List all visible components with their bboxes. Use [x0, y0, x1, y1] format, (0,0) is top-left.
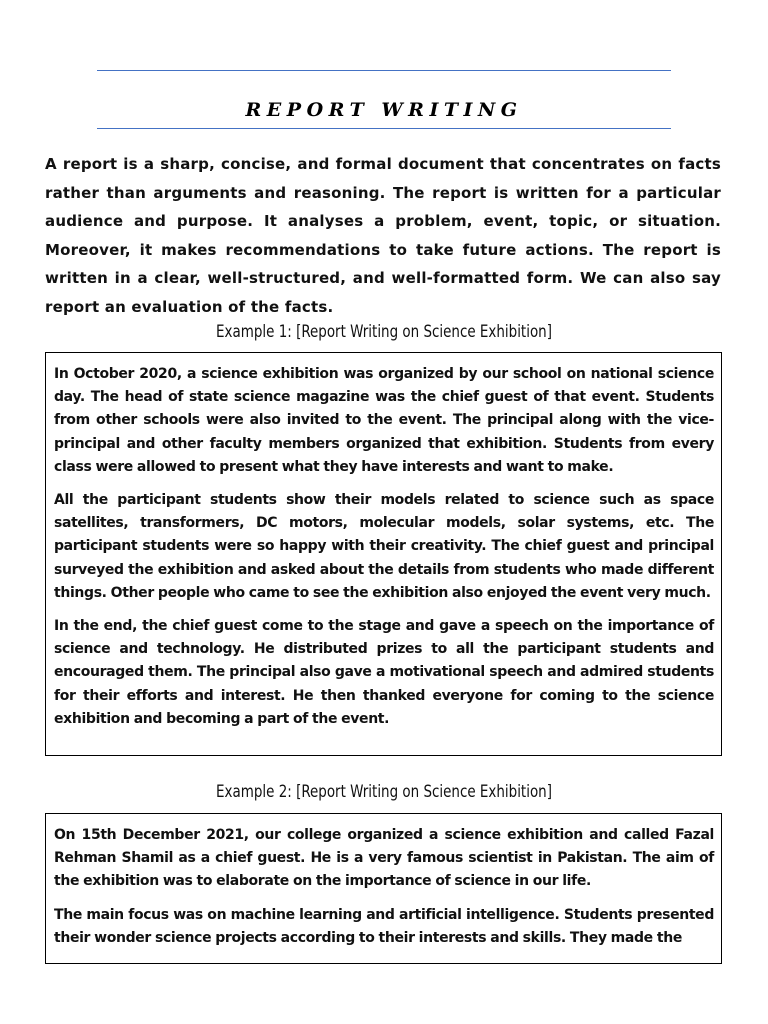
example-1-paragraph-2: All the participant students show their models related to science such as space satellites, transformers, DC motors, molecular models, solar systems, etc. The participant students were so happy with their creativity. The chief guest and principal surveyed the exhibition and asked about the details from students who made different things. Other people who came to see the exhibition also enjoyed the event very much.: [54, 492, 714, 601]
title-rule-bottom: [97, 128, 671, 129]
title-rule-top: [97, 70, 671, 71]
example-1-heading: Example 1: [Report Writing on Science Exhibition]: [216, 322, 552, 342]
example-1-box: [45, 352, 722, 756]
example-2-paragraph-1: On 15th December 2021, our college organized a science exhibition and called Fazal Rehman Shamil as a chief guest. He is a very famous scientist in Pakistan. The aim of the exhibition was to elaborate on the importance of science in our life.: [54, 827, 714, 890]
intro-paragraph: A report is a sharp, concise, and formal document that concentrates on facts rather than arguments and reasoning. The report is written for a particular audience and purpose. It analyses a problem, event, topic, or situation. Moreover, it makes recommendations to take future actions. The report is written in a clear, well-structured, and well-formatted form. We can also say report an evaluation of the facts.: [45, 155, 721, 316]
example-2-heading: Example 2: [Report Writing on Science Exhibition]: [216, 782, 552, 802]
document-title: REPORT WRITING: [245, 98, 523, 121]
example-1-paragraph-1: In October 2020, a science exhibition was organized by our school on national science day. The head of state science magazine was the chief guest of that event. Students from other schools were also invited to the event. The principal along with the vice-principal and other faculty members organized that exhibition. Students from every class were allowed to present what they have interests and want to make.: [54, 366, 714, 475]
example-2-box: [45, 813, 722, 964]
example-2-paragraph-2: The main focus was on machine learning and artificial intelligence. Students presented their wonder science projects according to their interests and skills. They made the: [54, 906, 714, 946]
example-1-paragraph-3: In the end, the chief guest come to the stage and gave a speech on the importance of science and technology. He distributed prizes to all the participant students and encouraged them. The principal also gave a motivational speech and admired students for their efforts and interest. He then thanked everyone for coming to the science exhibition and becoming a part of the event.: [54, 618, 714, 727]
